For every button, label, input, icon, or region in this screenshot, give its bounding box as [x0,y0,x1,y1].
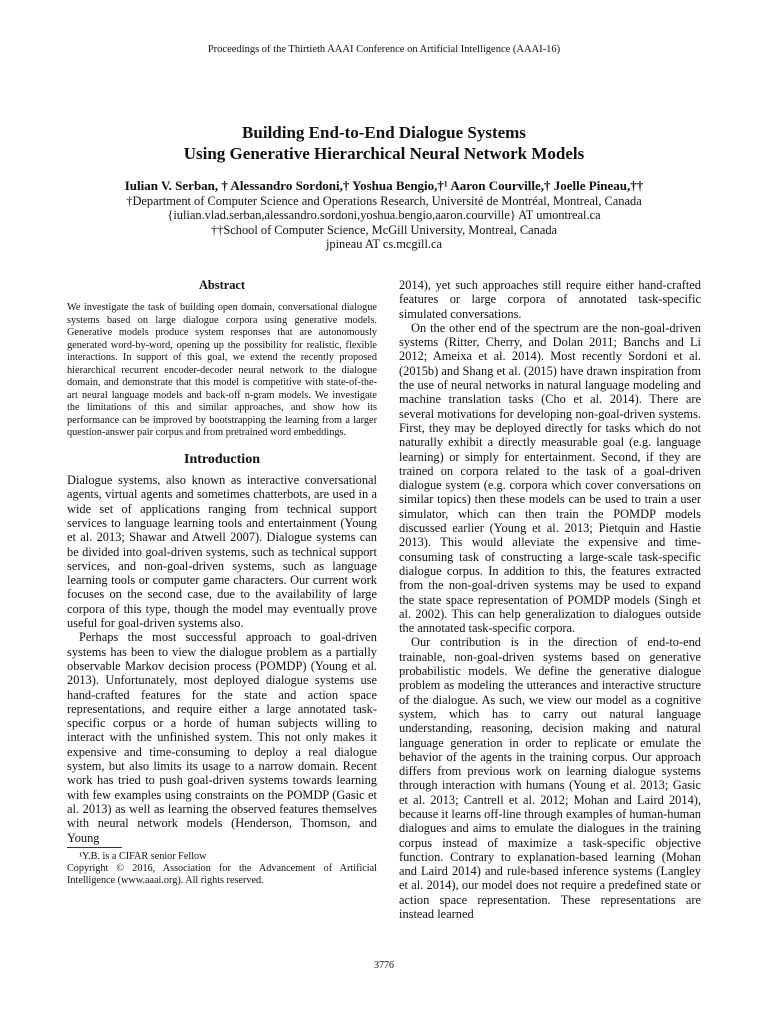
title-line-2: Using Generative Hierarchical Neural Network Models [183,144,585,163]
abstract-text: We investigate the task of building open domain, conversational dialogue systems based on large dialogue corpora using generative models. Generative models produce system responses that are autonomously generated word-by-word, opening up the possibility for realistic, flexible interactions. In support of this goal, we extend the recently proposed hierarchical recurrent encoder-decoder neural network to the dialogue domain, and demonstrate that this model is competitive with state-of-the-art neural language models and back-off n-gram models. We investigate the limitations of this and similar approaches, and show how its performance can be improved by bootstrapping the learning from a larger question-answer pair corpus and from pretrained word embeddings. [67,302,377,439]
abstract-heading: Abstract [198,278,246,292]
right-paragraph-2: On the other end of the spectrum are the non-goal-driven systems (Ritter, Cherry, and Dolan 2011; Banchs and Li 2012; Ameixa et al. 2014). Most recently Sordoni et al. (2015b) and Shang et al. (2015) have drawn inspiration from the use of neural networks in natural language modeling and machine translation tasks (Cho et al. 2014). There are several motivations for developing non-goal-driven systems. First, they may be deployed directly for tasks which do not naturally exhibit a directly measurable goal (e.g. language learning) or simply for entertainment. Second, if they are trained on corpora related to the task of a goal-driven dialogue system (e.g. corpora which cover conversations on similar topics) then these models can be used to train a user simulator, which can then train the POMDP models discussed earlier (Young et al. 2013; Pietquin and Hastie 2013). This would alleviate the expensive and time-consuming task of constructing a large-scale task-specific dialogue corpus. In addition to this, the features extracted from the non-goal-driven systems may be used to expand the state space representation of POMDP models (Singh et al. 2002). This can help generalization to dialogues outside the annotated task-specific corpora. [399,320,701,636]
title-line-1: Building End-to-End Dialogue Systems [242,123,526,142]
affiliation-line: †Department of Computer Science and Operations Research, Université de Montréal, Montreal, Canada [126,194,642,208]
footnote-text: ¹Y.B. is a CIFAR senior Fellow [79,850,207,862]
footnote-block [67,851,377,887]
left-column [67,278,377,887]
affiliation-line: {iulian.vlad.serban,alessandro.sordoni,yoshua.bengio,aaron.courville} AT umontreal.ca [167,208,601,223]
footnote-rule [67,847,122,848]
right-paragraph-3: Our contribution is in the direction of end-to-end trainable, non-goal-driven systems based on generative probabilistic models. We define the generative dialogue problem as modeling the utterances and interactive structure of the dialogue. As such, we view our model as a cognitive system, which has to carry out natural language understanding, reasoning, decision making and natural language generation in order to replicate or emulate the behavior of the agents in the training corpus. Our approach differs from previous work on learning dialogue systems through interaction with humans (Young et al. 2013; Gasic et al. 2013; Cantrell et al. 2012; Mohan and Laird 2014), because it learns off-line through examples of human-human dialogues and aims to emulate the dialogues in the training corpus instead of maximize a task-specific objective function. Contrary to explanation-based learning (Mohan and Laird 2014) and rule-based inference systems (Langley et al. 2014), our model does not require a predefined state or action space representation. These representations are instead learned [399,635,701,922]
affiliations [0,194,768,252]
right-paragraph-1: 2014), yet such approaches still require either hand-crafted features or large corpora of annotated task-specific simulated conversations. [399,278,701,321]
introduction-heading: Introduction [184,451,260,467]
page-number: 3776 [374,960,394,971]
intro-paragraph-2: Perhaps the most successful approach to goal-driven systems has been to view the dialogue problem as a partially observable Markov decision process (POMDP) (Young et al. 2013). Unfortunately, most deployed dialogue systems use hand-crafted features for the state and action space representations, and require either a large annotated task-specific corpus or a horde of human subjects willing to interact with the unfinished system. This not only makes it expensive and time-consuming to deploy a real dialogue system, but also limits its usage to a narrow domain. Recent work has tried to push goal-driven systems towards learning with few examples using constraints on the POMDP (Gasic et al. 2013) as well as learning the observed features themselves with neural network models (Henderson, Thomson, and Young [67,630,377,845]
intro-paragraph-1: Dialogue systems, also known as interactive conversational agents, virtual agents and sometimes chatterbots, are used in a wide set of applications ranging from technical support services to language learning tools and entertainment (Young et al. 2013; Shawar and Atwell 2007). Dialogue systems can be divided into goal-driven systems, such as technical support services, and non-goal-driven systems, such as language learning tools or computer game characters. Our current work focuses on the second case, due to the availability of large corpora of this type, though the model may eventually prove useful for goal-driven systems also. [67,473,377,631]
copyright-notice: Copyright © 2016, Association for the Advancement of Artificial Intelligence (www.aaai.org). All rights reserved. [67,862,377,886]
affiliation-line: jpineau AT cs.mcgill.ca [325,237,443,252]
paper-title [0,122,768,164]
author-list: Iulian V. Serban, † Alessandro Sordoni,† Yoshua Bengio,†¹ Aaron Courville,† Joelle Pineau,†† [124,178,644,193]
affiliation-line: ††School of Computer Science, McGill University, Montreal, Canada [210,222,558,237]
right-column [399,278,701,921]
proceedings-header: Proceedings of the Thirtieth AAAI Conference on Artificial Intelligence (AAAI-16) [207,44,561,55]
